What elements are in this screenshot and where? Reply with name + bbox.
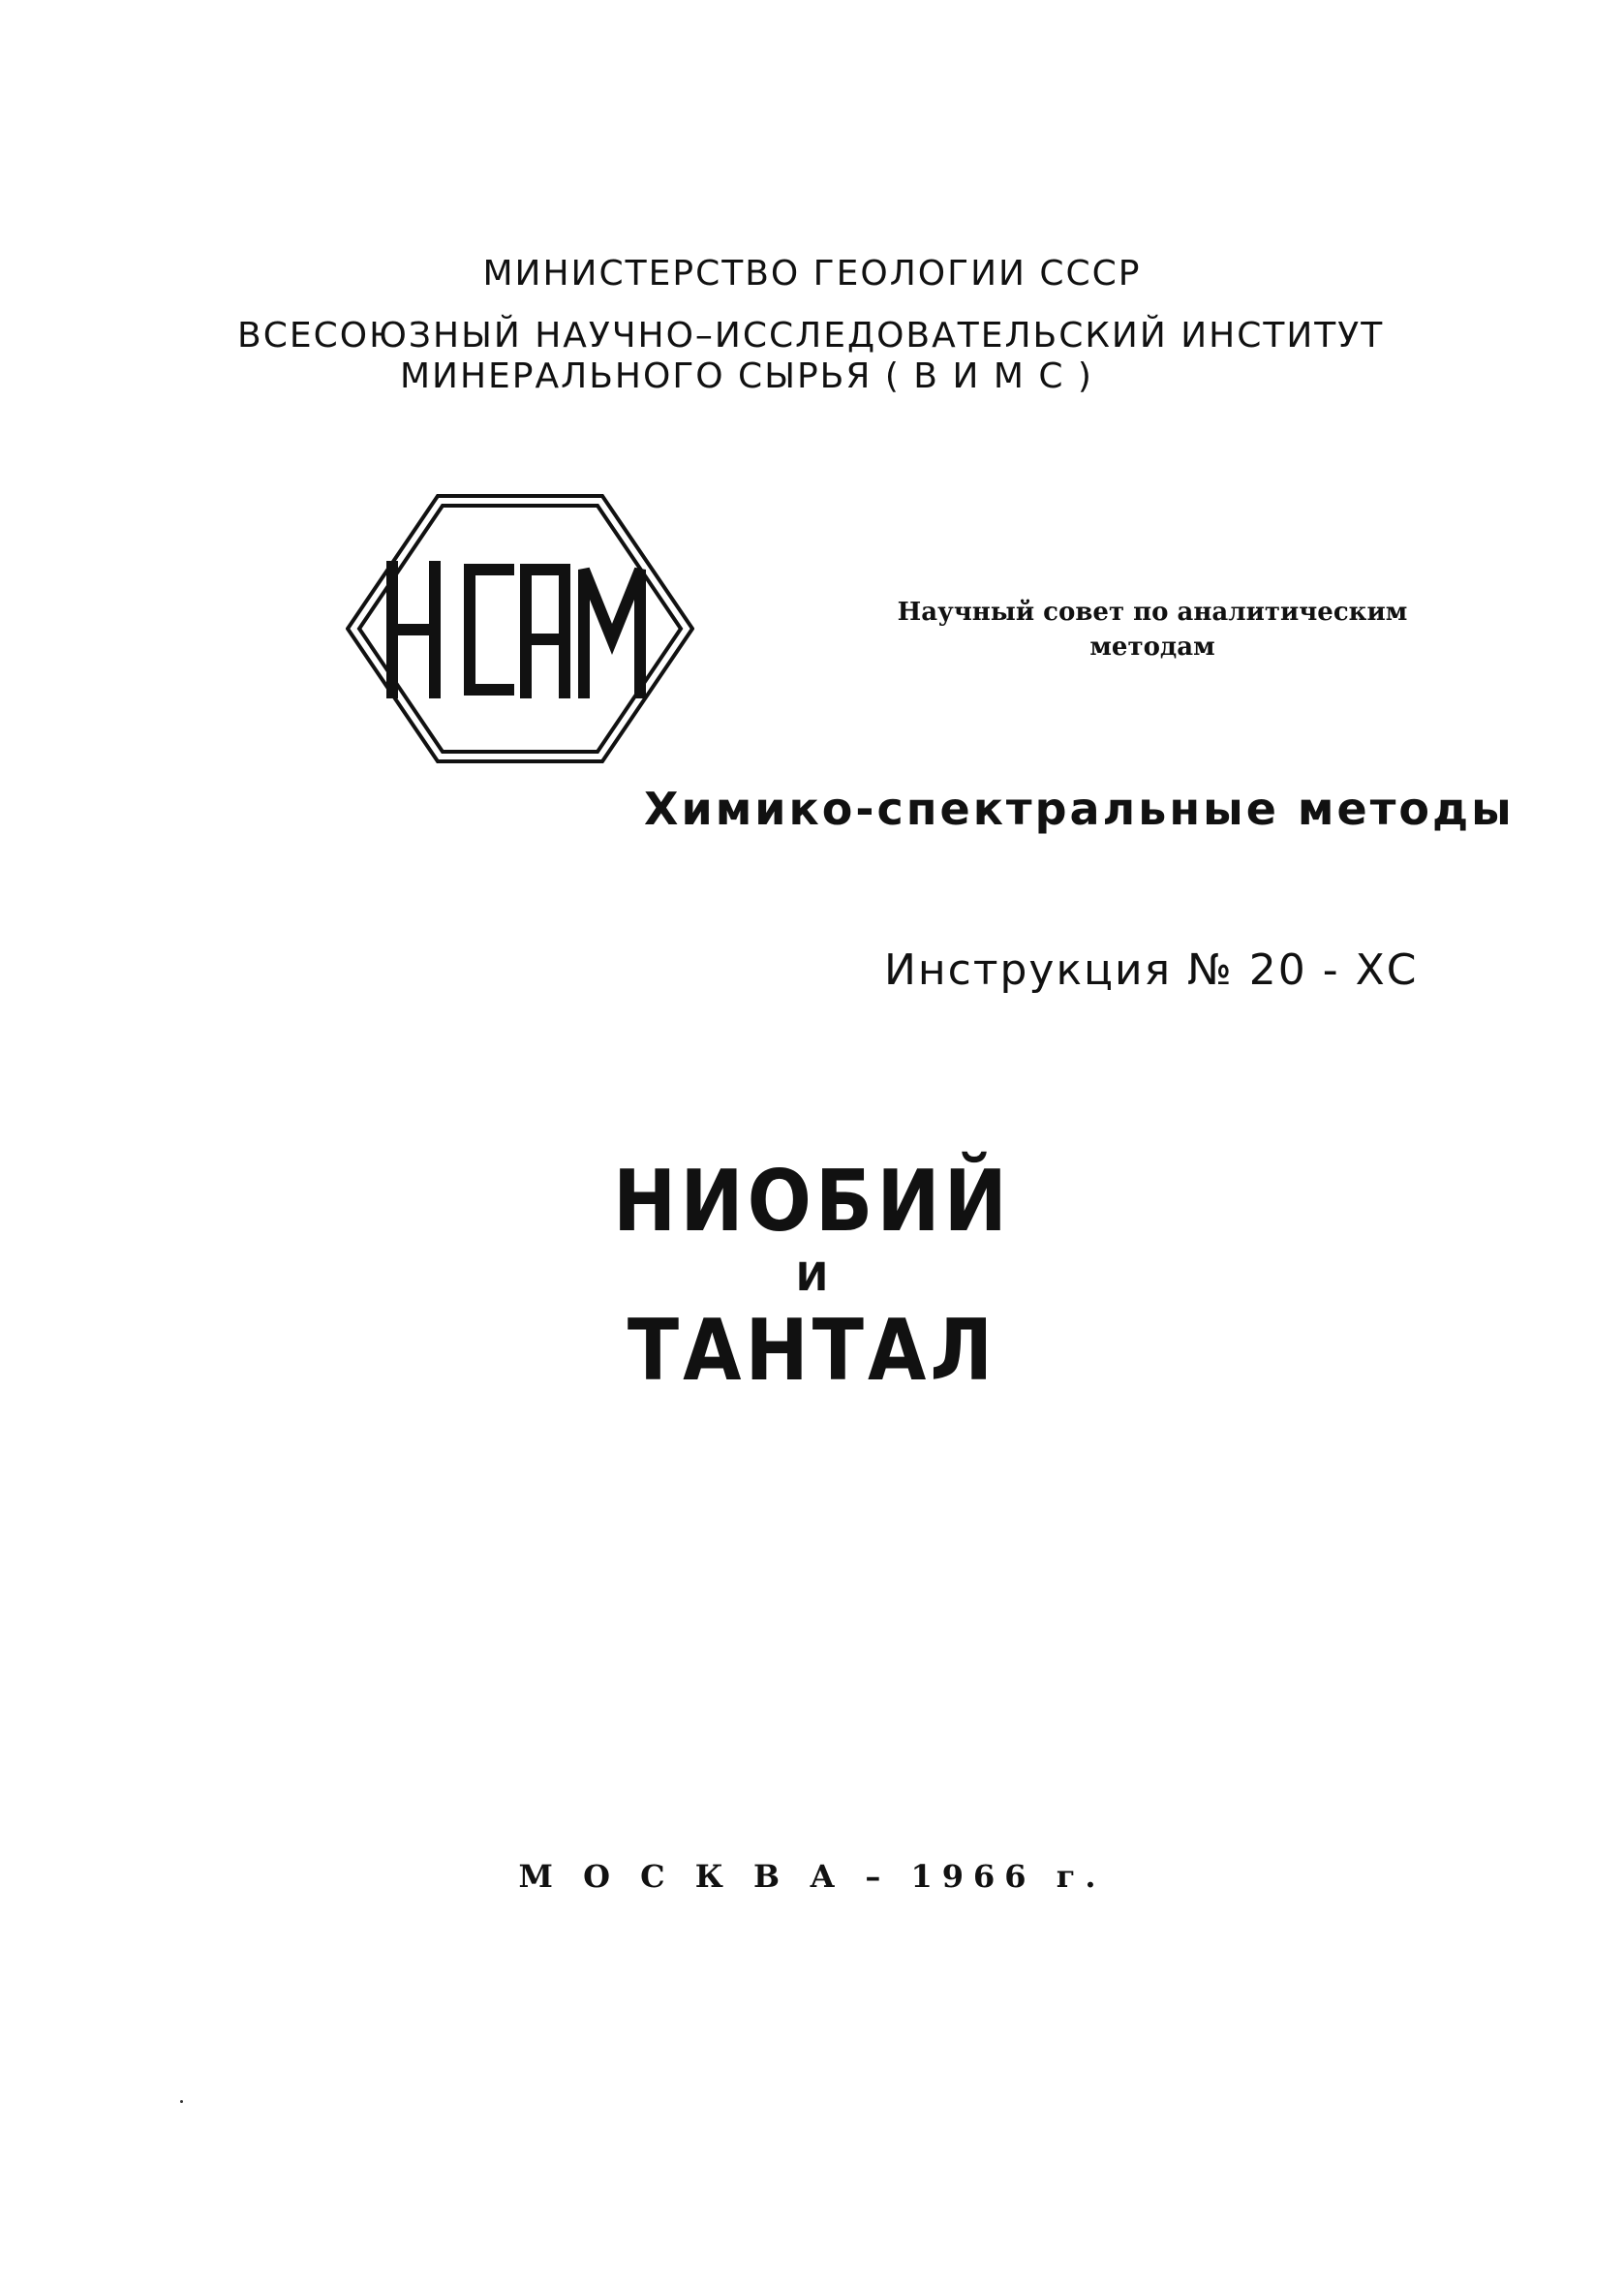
logo-lettering bbox=[392, 567, 640, 693]
ministry-heading: МИНИСТЕРСТВО ГЕОЛОГИИ СССР bbox=[482, 254, 1142, 294]
council-caption bbox=[852, 595, 1453, 665]
council-line2: методам bbox=[1089, 633, 1215, 662]
instruction-number: Инструкция № 20 - ХС bbox=[884, 945, 1419, 995]
council-line1: Научный совет по аналитическим bbox=[897, 598, 1408, 627]
scan-speck bbox=[180, 2100, 183, 2103]
institute-name-line1: ВСЕСОЮЗНЫЙ НАУЧНО–ИССЛЕДОВАТЕЛЬСКИЙ ИНСТИТУТ bbox=[237, 316, 1385, 356]
title-niobium: НИОБИЙ bbox=[613, 1153, 1011, 1252]
institute-name-line2: МИНЕРАЛЬНОГО СЫРЬЯ ( В И М С ) bbox=[400, 356, 1093, 396]
series-title: Химико-спектральные методы bbox=[644, 783, 1515, 835]
title-tantalum: ТАНТАЛ bbox=[627, 1302, 997, 1401]
city-year: М О С К В А – 1966 г. bbox=[518, 1858, 1106, 1895]
nsam-logo bbox=[346, 494, 694, 763]
title-and: И bbox=[795, 1255, 829, 1300]
